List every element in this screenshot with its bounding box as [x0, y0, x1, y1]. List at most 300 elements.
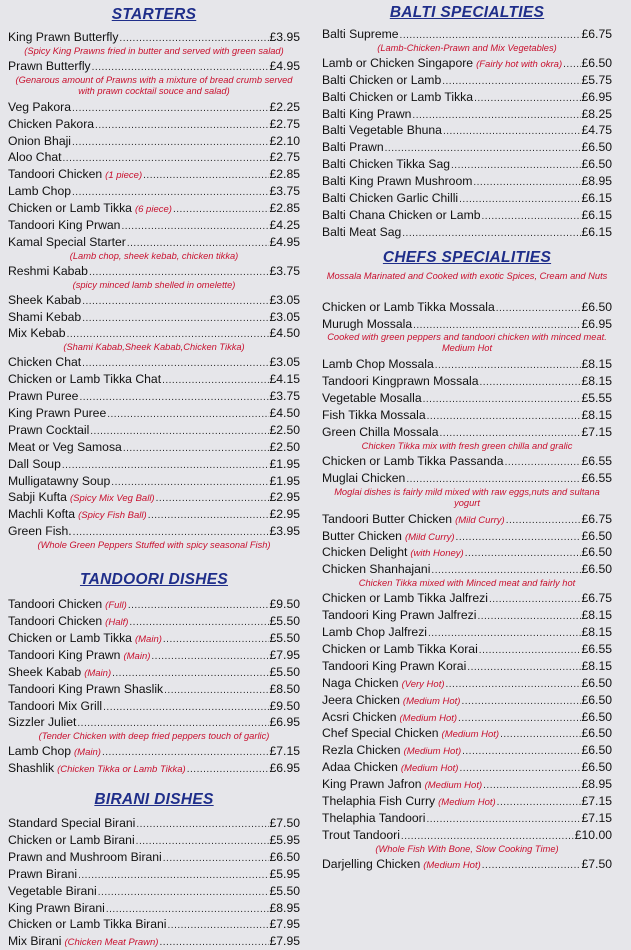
- dot-leader: [121, 219, 268, 234]
- dish-price: £6.50: [581, 692, 612, 707]
- dish-price: £2.10: [269, 133, 300, 148]
- dish-price: £3.95: [269, 524, 300, 539]
- dish-note: (6 piece): [134, 204, 172, 216]
- dish-price: £5.50: [269, 883, 300, 898]
- menu-item-tandoori-kingprawn-mossala: [322, 373, 612, 390]
- menu-item-thelaphia-tandoori: [322, 810, 612, 827]
- dot-leader: [474, 91, 580, 106]
- menu-item-tandoori-king-prawn-jalfrezi: [322, 607, 612, 624]
- dish-price: £1.95: [269, 456, 300, 471]
- dot-leader: [435, 358, 581, 373]
- dish-name: Prawn and Mushroom Birani: [8, 849, 162, 864]
- dot-leader: [428, 626, 581, 641]
- dot-leader: [107, 407, 268, 422]
- dot-leader: [431, 563, 580, 578]
- section-heading: BALTI SPECIALTIES: [389, 4, 545, 21]
- dish-price: £6.75: [581, 27, 612, 41]
- dot-leader: [505, 455, 581, 470]
- dish-price: £6.95: [581, 89, 612, 104]
- dish-price: £6.50: [581, 562, 612, 577]
- dish-name: Lamb Chop: [8, 184, 72, 199]
- dish-name: Vegetable Mosalla: [322, 391, 422, 406]
- dish-name: Chicken Chat: [8, 355, 82, 370]
- dish-note: (Main): [134, 633, 162, 645]
- menu-item-sizzler-juliet: [8, 714, 300, 731]
- dish-price: £7.15: [581, 810, 612, 825]
- dot-leader: [162, 373, 268, 388]
- dot-leader: [119, 31, 268, 46]
- dish-price: £6.95: [581, 316, 612, 331]
- dish-name: Standard Special Birani: [8, 816, 136, 831]
- dot-leader: [489, 592, 581, 607]
- dish-name: Chicken or Lamb Tikka Passanda: [322, 453, 504, 468]
- menu-item-jeera-chicken: [322, 692, 612, 709]
- dish-price: £3.05: [269, 309, 300, 324]
- dish-name: Tandoori King Prawn Shaslik: [8, 681, 164, 696]
- dish-price: £5.95: [269, 832, 300, 847]
- dish-price: £6.50: [581, 157, 612, 172]
- dish-price: £4.50: [269, 326, 300, 341]
- dot-leader: [73, 525, 269, 540]
- dish-price: £6.50: [581, 743, 612, 758]
- menu-item-murugh-mossala: [322, 316, 612, 333]
- dish-name: Balti King Prawn: [322, 106, 412, 121]
- dish-name: Tandoori Chicken: [8, 597, 103, 612]
- dish-name: Sheek Kabab: [8, 292, 82, 307]
- dot-leader: [482, 209, 581, 224]
- dot-leader: [159, 935, 268, 950]
- dish-name: King Prawn Butterfly: [8, 30, 119, 44]
- dish-note: (Medium Hot): [438, 796, 496, 808]
- dish-name: Acsri Chicken: [322, 709, 397, 724]
- dot-leader: [423, 392, 581, 407]
- dot-leader: [412, 108, 580, 123]
- dish-name: Reshmi Kabab: [8, 263, 88, 278]
- menu-item-balti-chicken-garlic-chilli: [322, 190, 612, 207]
- dish-name: Shashlik: [8, 761, 55, 776]
- menu-item-chicken-or-lamb-tikka: [8, 200, 300, 217]
- dish-name: Balti Meat Sag: [322, 224, 402, 239]
- dot-leader: [401, 829, 574, 844]
- dish-price: £4.95: [269, 234, 300, 249]
- dot-leader: [95, 118, 268, 133]
- menu-item-chicken-or-lamb-tikka-mossala: [322, 299, 612, 316]
- dish-price: £6.50: [269, 849, 300, 864]
- menu-item-balti-prawn: [322, 139, 612, 156]
- dot-leader: [90, 424, 268, 439]
- menu-item-green-fish: [8, 523, 300, 540]
- dish-description: (Lamb chop, sheek kebab, chicken tikka): [69, 250, 239, 261]
- section-heading: TANDOORI DISHES: [79, 571, 229, 589]
- dot-leader: [168, 918, 269, 933]
- dish-price: £6.50: [581, 675, 612, 690]
- dot-leader: [164, 683, 268, 698]
- dish-price: £5.50: [269, 664, 300, 679]
- dot-leader: [79, 390, 268, 405]
- dish-name: Balti Chicken Tikka Sag: [322, 157, 451, 172]
- menu-item-chicken-or-lamb-tikka-jalfrezi: [322, 590, 612, 607]
- dish-name: Tandoori King Prawn: [8, 647, 121, 662]
- dish-note: (Half): [105, 617, 129, 629]
- dish-name: Trout Tandoori: [322, 827, 400, 842]
- menu-item-lamb-chop-jalfrezi: [322, 624, 612, 641]
- dish-name: Green Chilla Mossala: [322, 425, 439, 440]
- dot-leader: [148, 508, 269, 523]
- dish-name: Chicken Shanhajani: [322, 562, 431, 577]
- dish-name: Tandoori Chicken: [8, 614, 103, 629]
- dish-note: (Chicken Meat Prawn): [64, 937, 159, 949]
- menu-item-tandoori-butter-chicken: [322, 511, 612, 528]
- dish-note: (Medium Hot): [424, 780, 483, 792]
- menu-item-acsri-chicken: [322, 709, 612, 726]
- dish-price: £3.95: [269, 30, 300, 44]
- dot-leader: [563, 57, 580, 72]
- dot-leader: [461, 694, 580, 709]
- dot-leader: [111, 475, 268, 490]
- dot-leader: [496, 301, 581, 316]
- dish-name: Kamal Special Starter: [8, 234, 126, 249]
- dish-price: £8.95: [581, 777, 612, 792]
- dish-price: £8.95: [269, 900, 300, 915]
- dot-leader: [72, 185, 268, 200]
- menu-item-lamb-or-chicken-singapore: [322, 55, 612, 72]
- dish-name: Naga Chicken: [322, 675, 399, 690]
- dish-price: £9.50: [269, 597, 300, 612]
- dish-name: Lamb or Chicken Singapore: [322, 55, 474, 70]
- menu-item-tandoori-chicken: [8, 613, 300, 630]
- dish-note: (Spicy Mix Veg Ball): [69, 493, 155, 505]
- dot-leader: [451, 158, 580, 173]
- dish-name: Darjelling Chicken: [322, 856, 421, 871]
- dot-leader: [92, 60, 269, 75]
- dot-leader: [82, 311, 268, 326]
- dot-leader: [187, 762, 269, 777]
- dot-leader: [458, 711, 580, 726]
- dish-price: £2.50: [269, 439, 300, 454]
- dish-name: Tandoori Kingprawn Mossala: [322, 374, 479, 389]
- dish-name: Balti King Prawn Mushroom: [322, 174, 473, 189]
- dish-name: Chicken or Lamb Tikka Birani: [8, 917, 167, 932]
- dish-name: Aloo Chat: [8, 150, 62, 165]
- dish-price: £8.15: [581, 658, 612, 673]
- dish-name: Jeera Chicken: [322, 692, 400, 707]
- dish-note: (Very Hot): [401, 678, 445, 690]
- dish-name: Veg Pakora: [8, 99, 72, 114]
- dish-name: Chicken or Lamb Tikka: [8, 201, 132, 216]
- dot-leader: [506, 513, 581, 528]
- dot-leader: [459, 761, 580, 776]
- dish-name: Tandoori King Prawn Jalfrezi: [322, 608, 477, 623]
- dish-price: £10.00: [574, 827, 612, 842]
- dish-price: £8.25: [581, 106, 612, 121]
- dish-price: £6.55: [581, 470, 612, 485]
- dish-description: Cooked with green peppers and tandoori chicken with minced meat. Medium Hot: [327, 332, 607, 354]
- menu-item-kamal-special-starter: [8, 234, 300, 251]
- section-heading: BIRANI DISHES: [94, 791, 214, 809]
- menu-item-balti-chicken-tikka-sag: [322, 156, 612, 173]
- menu-item-chicken-or-lamb-tikka-birani: [8, 916, 300, 933]
- dot-leader: [413, 318, 580, 333]
- dish-name: Lamb Chop: [8, 744, 72, 759]
- dish-price: £4.50: [269, 406, 300, 421]
- dot-leader: [477, 609, 580, 624]
- dish-note: (Main): [123, 650, 151, 662]
- section-heading: STARTERS: [111, 6, 197, 23]
- dish-name: Lamb Chop Mossala: [322, 357, 434, 372]
- menu-item-sheek-kabab: [8, 292, 300, 309]
- dish-price: £6.15: [581, 207, 612, 222]
- dish-name: Balti Chicken Garlic Chilli: [322, 191, 459, 206]
- dish-note: (1 piece): [105, 170, 143, 182]
- dish-name: Mix Birani: [8, 934, 62, 949]
- dish-price: £2.85: [269, 167, 300, 182]
- dish-name: King Prawn Puree: [8, 406, 107, 421]
- menu-item-dall-soup: [8, 456, 300, 473]
- dish-name: Chicken Pakora: [8, 116, 95, 131]
- dish-price: £6.95: [269, 715, 300, 730]
- dish-name: Mulligatawny Soup: [8, 473, 111, 488]
- dish-name: Chef Special Chicken: [322, 726, 439, 741]
- dish-note: (Fairly hot with okra): [476, 58, 563, 70]
- dish-price: £7.50: [581, 856, 612, 871]
- dot-leader: [98, 885, 269, 900]
- menu-item-lamb-chop: [8, 183, 300, 200]
- dish-note: (Spicy Fish Ball): [78, 510, 147, 522]
- dish-name: Tandoori King Prawn Korai: [322, 658, 467, 673]
- dish-price: £6.55: [581, 453, 612, 468]
- dish-name: Sizzler Juliet: [8, 715, 77, 730]
- dish-price: £7.50: [269, 816, 300, 831]
- menu-item-king-prawn-birani: [8, 900, 300, 917]
- dot-leader: [82, 294, 268, 309]
- menu-item-chicken-or-lamb-tikka-korai: [322, 641, 612, 658]
- menu-item-balti-vegetable-bhuna: [322, 122, 612, 139]
- dot-leader: [112, 666, 268, 681]
- dot-leader: [402, 226, 580, 241]
- dish-name: Thelaphia Fish Curry: [322, 793, 436, 808]
- menu-item-balti-supreme: [322, 26, 612, 43]
- dish-description: Moglai dishes is fairly mild mixed with raw eggs,nuts and sultana yogurt: [334, 486, 600, 508]
- dish-name: Machli Kofta: [8, 507, 76, 522]
- menu-item-balti-chicken-or-lamb-tikka: [322, 89, 612, 106]
- menu-item-reshmi-kabab: [8, 263, 300, 280]
- dot-leader: [467, 660, 580, 675]
- dish-name: Sheek Kabab: [8, 664, 82, 679]
- menu-item-sabji-kufta: [8, 489, 300, 506]
- dot-leader: [446, 677, 581, 692]
- dish-price: £4.95: [269, 58, 300, 73]
- dish-name: Chicken or Lamb Tikka Chat: [8, 372, 162, 387]
- dot-leader: [136, 817, 268, 832]
- dot-leader: [406, 472, 580, 487]
- dish-price: £2.95: [269, 490, 300, 505]
- menu-item-mix-kebab: [8, 325, 300, 342]
- dish-price: £6.50: [581, 140, 612, 155]
- dot-leader: [473, 175, 580, 190]
- menu-item-tandoori-king-prawn-shaslik: [8, 681, 300, 698]
- dish-price: £2.75: [269, 116, 300, 131]
- menu-item-chicken-or-lamb-tikka-passanda: [322, 453, 612, 470]
- dish-name: King Prawn Birani: [8, 900, 105, 915]
- menu-item-chicken-chat: [8, 354, 300, 371]
- dish-name: King Prawn Jafron: [322, 777, 422, 792]
- dish-price: £7.95: [269, 647, 300, 662]
- menu-item-machli-kofta: [8, 506, 300, 523]
- menu-item-muglai-chicken: [322, 470, 612, 487]
- right-menu-column: [322, 0, 612, 873]
- menu-item-rezla-chicken: [322, 742, 612, 759]
- menu-item-king-prawn-puree: [8, 405, 300, 422]
- dish-price: £7.15: [581, 793, 612, 808]
- dot-leader: [442, 74, 580, 89]
- dish-price: £8.15: [581, 374, 612, 389]
- dish-name: Chicken or Lamb Birani: [8, 832, 135, 847]
- dot-leader: [497, 795, 581, 810]
- menu-item-naga-chicken: [322, 675, 612, 692]
- dish-price: £7.15: [581, 425, 612, 440]
- dish-price: £3.75: [269, 389, 300, 404]
- dish-name: Onion Bhaji: [8, 133, 72, 148]
- menu-item-prawn-and-mushroom-birani: [8, 849, 300, 866]
- dish-name: Meat or Veg Samosa: [8, 439, 122, 454]
- dot-leader: [89, 265, 269, 280]
- dish-price: £2.95: [269, 507, 300, 522]
- dot-leader: [78, 868, 268, 883]
- dish-price: £7.95: [269, 917, 300, 932]
- dot-leader: [163, 632, 269, 647]
- dot-leader: [82, 356, 268, 371]
- menu-item-fish-tikka-mossala: [322, 407, 612, 424]
- dish-name: Thelaphia Tandoori: [322, 810, 426, 825]
- dish-name: Prawn Puree: [8, 389, 79, 404]
- dot-leader: [72, 135, 268, 150]
- dot-leader: [63, 151, 269, 166]
- dot-leader: [128, 598, 269, 613]
- dish-price: £8.95: [581, 174, 612, 189]
- dot-leader: [480, 375, 581, 390]
- dot-leader: [127, 236, 269, 251]
- dish-note: (Medium Hot): [403, 746, 462, 758]
- dish-price: £7.95: [269, 934, 300, 949]
- dish-name: Chicken or Lamb Tikka Mossala: [322, 299, 495, 314]
- dot-leader: [479, 643, 581, 658]
- dish-name: Muglai Chicken: [322, 470, 406, 485]
- dot-leader: [67, 327, 269, 342]
- menu-item-balti-king-prawn-mushroom: [322, 173, 612, 190]
- dish-name: Balti Chana Chicken or Lamb: [322, 207, 481, 222]
- dish-name: Lamb Chop Jalfrezi: [322, 625, 427, 640]
- dish-name: Tandoori Butter Chicken: [322, 511, 453, 526]
- menu-item-balti-chana-chicken-or-lamb: [322, 207, 612, 224]
- menu-item-onion-bhaji: [8, 133, 300, 150]
- left-menu-column: [8, 0, 300, 950]
- menu-item-tandoori-mix-grill: [8, 698, 300, 715]
- dot-leader: [385, 141, 581, 156]
- dish-description: (Tender Chicken with deep fried peppers touch of garlic): [38, 731, 270, 742]
- menu-item-tandoori-chicken: [8, 166, 300, 183]
- dish-price: £6.95: [269, 761, 300, 776]
- dot-leader: [102, 745, 269, 760]
- dot-leader: [129, 615, 268, 630]
- menu-item-chicken-or-lamb-tikka-chat: [8, 371, 300, 388]
- dish-name: Tandoori Mix Grill: [8, 698, 103, 713]
- dish-price: £6.50: [581, 760, 612, 775]
- dish-price: £2.50: [269, 422, 300, 437]
- menu-item-standard-special-birani: [8, 815, 300, 832]
- menu-item-prawn-birani: [8, 866, 300, 883]
- menu-item-tandoori-king-prwan: [8, 217, 300, 234]
- dot-leader: [62, 458, 269, 473]
- dot-leader: [482, 858, 581, 873]
- dish-price: £5.50: [269, 614, 300, 629]
- menu-item-green-chilla-mossala: [322, 424, 612, 441]
- dish-price: £6.50: [581, 299, 612, 314]
- menu-item-sheek-kabab: [8, 664, 300, 681]
- menu-item-mulligatawny-soup: [8, 473, 300, 490]
- dot-leader: [77, 716, 268, 731]
- dish-note: (Full): [105, 600, 127, 612]
- dish-note: (Mild Curry): [404, 531, 455, 543]
- dot-leader: [443, 124, 581, 139]
- menu-item-tandoori-king-prawn: [8, 647, 300, 664]
- dish-price: £5.95: [269, 866, 300, 881]
- dish-note: (Medium Hot): [402, 695, 461, 707]
- dish-price: £5.55: [581, 391, 612, 406]
- dish-name: Murugh Mossala: [322, 316, 413, 331]
- dish-price: £3.05: [269, 355, 300, 370]
- dish-name: Tandoori King Prwan: [8, 218, 121, 233]
- dish-description: (Spicy King Prawns fried in butter and served with green salad): [24, 45, 284, 56]
- dot-leader: [136, 834, 269, 849]
- dot-leader: [156, 491, 269, 506]
- dot-leader: [106, 902, 269, 917]
- dot-leader: [400, 28, 581, 43]
- dish-name: Prawn Birani: [8, 866, 78, 881]
- dish-name: Chicken or Lamb Tikka: [8, 630, 132, 645]
- dish-name: Mix Kebab: [8, 326, 66, 341]
- dot-leader: [462, 744, 580, 759]
- menu-item-thelaphia-fish-curry: [322, 793, 612, 810]
- dish-price: £6.15: [581, 191, 612, 206]
- dish-name: Fish Tikka Mossala: [322, 408, 426, 423]
- dish-name: Sabji Kufta: [8, 490, 67, 505]
- menu-item-darjelling-chicken: [322, 856, 612, 873]
- dish-price: £1.95: [269, 473, 300, 488]
- dish-name: Chicken or Lamb Tikka Korai: [322, 641, 478, 656]
- menu-item-chicken-delight: [322, 544, 612, 561]
- dish-name: Prawn Cocktail: [8, 422, 90, 437]
- dish-price: £2.25: [269, 99, 300, 114]
- menu-item-meat-or-veg-samosa: [8, 439, 300, 456]
- dish-price: £3.75: [269, 184, 300, 199]
- menu-item-chicken-pakora: [8, 116, 300, 133]
- dish-name: Balti Prawn: [322, 140, 384, 155]
- dish-name: Prawn Butterfly: [8, 58, 91, 73]
- menu-item-mix-birani: [8, 933, 300, 950]
- menu-item-adaa-chicken: [322, 759, 612, 776]
- dish-name: Butter Chicken: [322, 528, 402, 543]
- dot-leader: [123, 441, 269, 456]
- menu-item-chicken-shanhajani: [322, 561, 612, 578]
- dish-name: Balti Supreme: [322, 27, 399, 41]
- dish-price: £5.75: [581, 72, 612, 87]
- menu-item-prawn-puree: [8, 388, 300, 405]
- dish-note: (Medium Hot): [399, 712, 458, 724]
- menu-item-king-prawn-jafron: [322, 776, 612, 793]
- dish-price: £7.15: [269, 744, 300, 759]
- dish-price: £4.15: [269, 372, 300, 387]
- menu-item-lamb-chop: [8, 743, 300, 760]
